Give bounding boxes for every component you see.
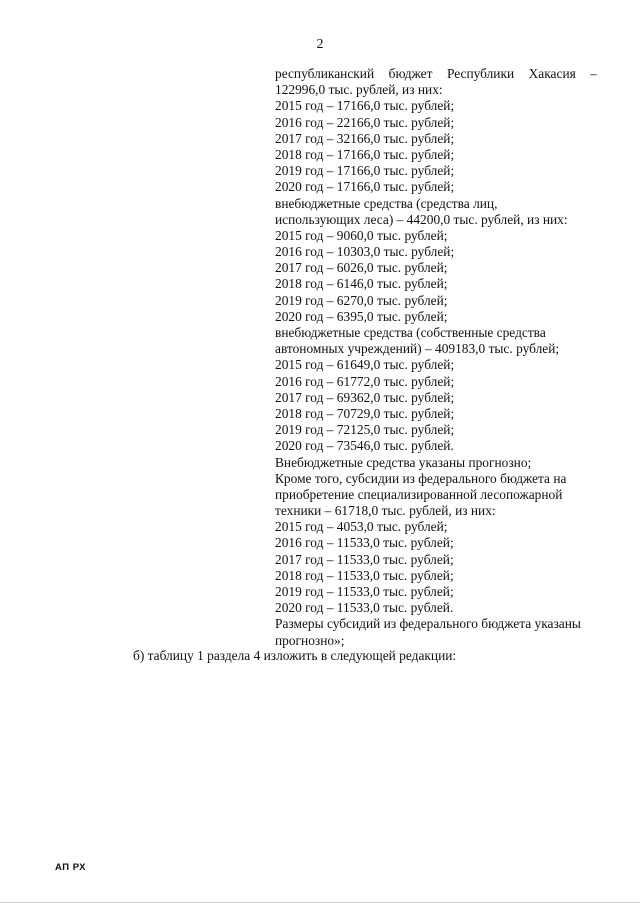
- text-line: 2017 год – 32166,0 тыс. рублей;: [275, 130, 455, 146]
- text-line: 2020 год – 73546,0 тыс. рублей.: [275, 438, 454, 454]
- text-line: 2019 год – 72125,0 тыс. рублей;: [275, 422, 455, 438]
- text-line: автономных учреждений) – 409183,0 тыс. рублей;: [275, 341, 560, 357]
- word: Республики: [446, 66, 515, 81]
- word: Хакасия: [528, 66, 576, 81]
- text-line: 2015 год – 4053,0 тыс. рублей;: [275, 519, 448, 535]
- text-line: 2016 год – 61772,0 тыс. рублей;: [275, 373, 455, 389]
- word: республиканский: [275, 66, 375, 81]
- funding-text-block: [275, 66, 597, 649]
- word: бюджет: [388, 66, 433, 81]
- text-line: 2019 год – 6270,0 тыс. рублей;: [275, 292, 448, 308]
- text-line: 2020 год – 6395,0 тыс. рублей;: [275, 308, 448, 324]
- text-line: 2020 год – 11533,0 тыс. рублей.: [275, 600, 454, 616]
- text-line: Кроме того, субсидии из федерального бюджета на: [275, 470, 567, 486]
- text-line: 2015 год – 61649,0 тыс. рублей;: [275, 357, 455, 373]
- text-line: 2016 год – 11533,0 тыс. рублей;: [275, 535, 454, 551]
- amendment-instruction: б) таблицу 1 раздела 4 изложить в следующей редакции:: [133, 648, 457, 663]
- text-line: 2017 год – 6026,0 тыс. рублей;: [275, 260, 448, 276]
- text-line: 2019 год – 17166,0 тыс. рублей;: [275, 163, 455, 179]
- text-line: 2018 год – 11533,0 тыс. рублей;: [275, 567, 454, 583]
- text-line: прогнозно»;: [275, 632, 345, 648]
- text-line: внебюджетные средства (средства лиц,: [275, 195, 498, 211]
- text-line: 2018 год – 6146,0 тыс. рублей;: [275, 276, 448, 292]
- republican-budget-line: [275, 66, 597, 82]
- text-line: 2015 год – 17166,0 тыс. рублей;: [275, 98, 455, 114]
- text-line: 2016 год – 10303,0 тыс. рублей;: [275, 244, 455, 260]
- text-line: использующих леса) – 44200,0 тыс. рублей, из них:: [275, 211, 568, 227]
- text-line: 2018 год – 70729,0 тыс. рублей;: [275, 405, 455, 421]
- footer-mark: АП РХ: [55, 862, 87, 873]
- text-line: 2017 год – 69362,0 тыс. рублей;: [275, 389, 455, 405]
- text-line: 2019 год – 11533,0 тыс. рублей;: [275, 584, 454, 599]
- text-line: Внебюджетные средства указаны прогнозно;: [275, 454, 532, 470]
- text-line: 2017 год – 11533,0 тыс. рублей;: [275, 551, 454, 567]
- text-line: внебюджетные средства (собственные средства: [275, 325, 546, 340]
- text-line: 2020 год – 17166,0 тыс. рублей;: [275, 179, 455, 195]
- page-edge-divider: [0, 902, 640, 903]
- text-line: техники – 61718,0 тыс. рублей, из них:: [275, 503, 496, 519]
- text-line: 2018 год – 17166,0 тыс. рублей;: [275, 146, 455, 162]
- text-line: Размеры субсидий из федерального бюджета указаны: [275, 616, 581, 632]
- text-line: приобретение специализированной лесопожарной: [275, 486, 563, 502]
- word: –: [590, 66, 597, 81]
- page-number: 2: [316, 37, 324, 52]
- text-line: 2015 год – 9060,0 тыс. рублей;: [275, 227, 448, 243]
- text-line: 2016 год – 22166,0 тыс. рублей;: [275, 114, 455, 130]
- text-line: 122996,0 тыс. рублей, из них:: [275, 82, 443, 98]
